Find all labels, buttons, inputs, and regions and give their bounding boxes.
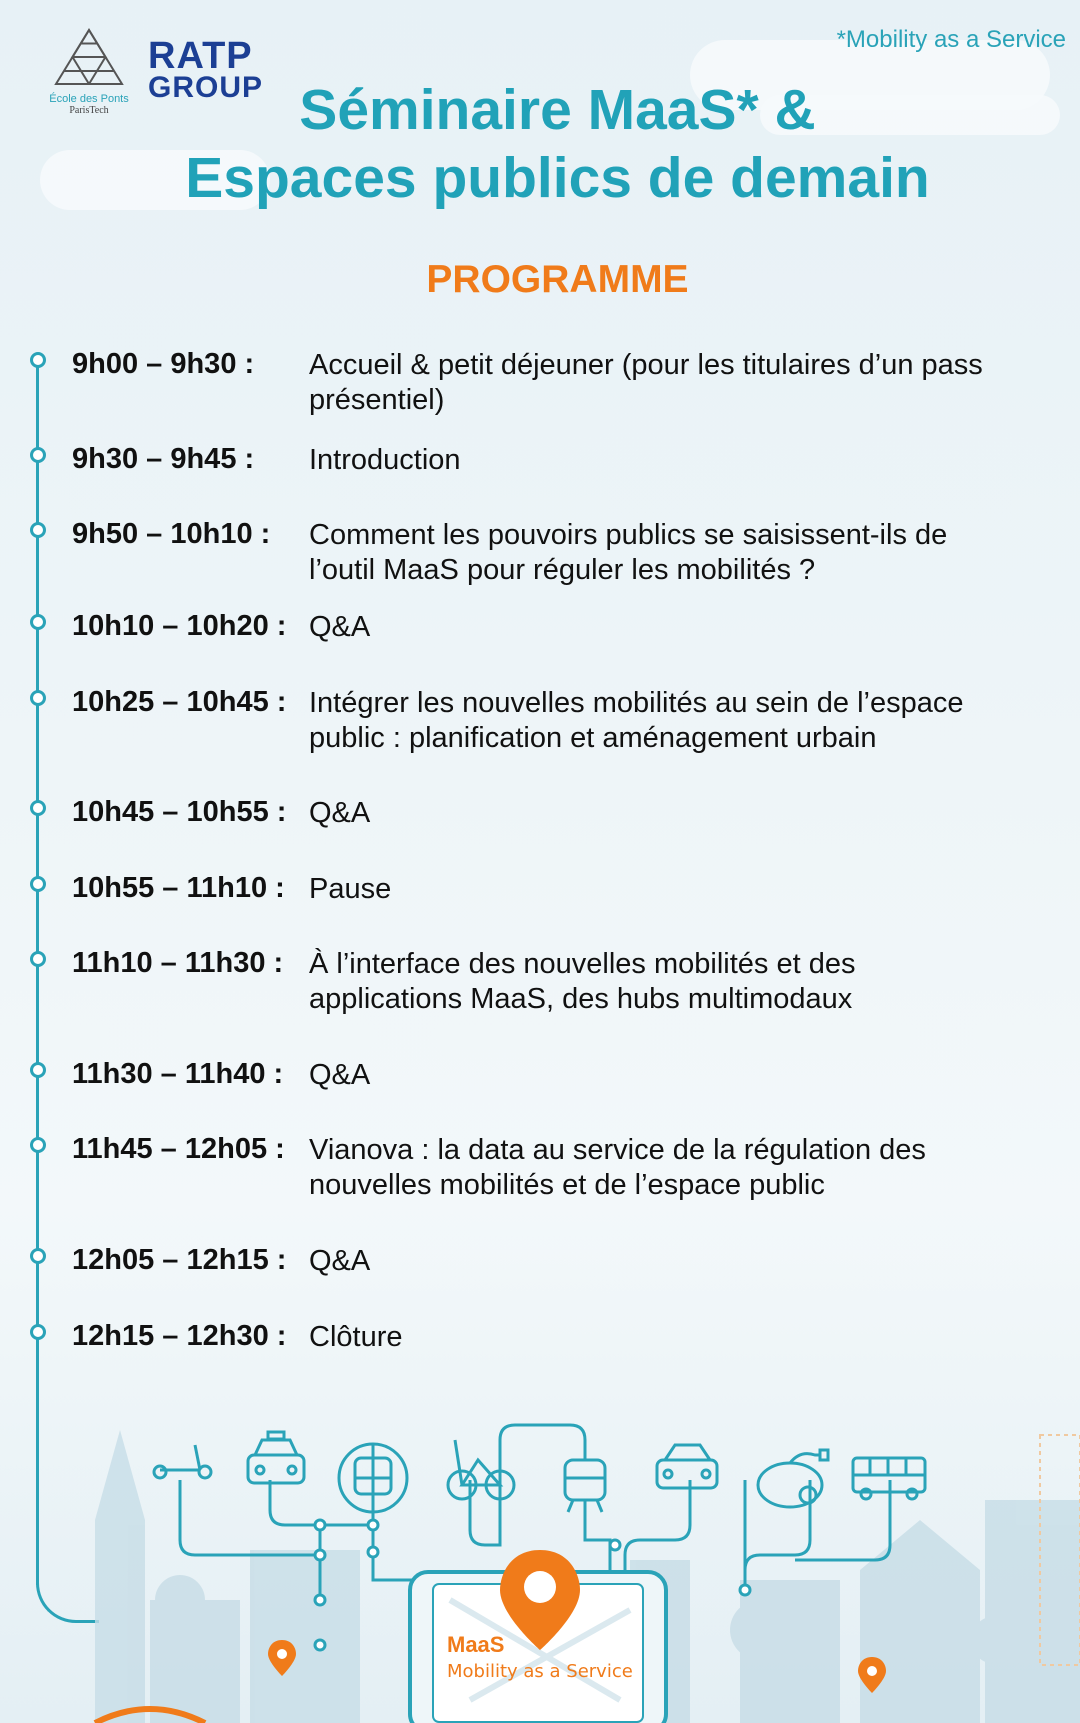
ecole-sub: ParisTech [69, 105, 109, 116]
schedule-time: 11h45 – 12h05 : [72, 1133, 285, 1165]
footnote: *Mobility as a Service [836, 26, 1066, 53]
schedule-desc: Pause [309, 873, 392, 905]
ratp-logo-line1: RATP [148, 35, 253, 77]
schedule-time: 9h00 – 9h30 : [72, 348, 255, 380]
schedule-time: 10h45 – 10h55 : [72, 796, 287, 828]
schedule-desc: Q&A [309, 1245, 371, 1277]
programme-heading: PROGRAMME [426, 258, 689, 301]
mobility-illustration [0, 1380, 1080, 1723]
schedule-desc: Introduction [309, 444, 461, 476]
timeline-dot-icon [30, 951, 46, 967]
schedule-desc: Accueil & petit déjeuner (pour les titulaires d’un pass présentiel) [309, 349, 983, 416]
timeline-dot-icon [30, 1324, 46, 1340]
bike-icon [448, 1440, 514, 1499]
schedule-time: 9h30 – 9h45 : [72, 443, 255, 475]
schedule-time: 12h15 – 12h30 : [72, 1320, 287, 1352]
schedule-time: 9h50 – 10h10 : [72, 518, 271, 550]
timeline-dot-icon [30, 690, 46, 706]
schedule-desc: À l’interface des nouvelles mobilités et des applications MaaS, des hubs multimodaux [309, 948, 856, 1015]
schedule-time: 11h10 – 11h30 : [72, 947, 284, 979]
schedule-desc: Q&A [309, 797, 371, 829]
timeline-dot-icon [30, 1248, 46, 1264]
schedule-time: 10h25 – 10h45 : [72, 686, 287, 718]
timeline-dot-icon [30, 1137, 46, 1153]
scooter-icon [154, 1445, 211, 1478]
page-title-line1: Séminaire MaaS* & [299, 78, 816, 142]
schedule-desc: Intégrer les nouvelles mobilités au sein de l’espace public : planification et aménagement urbain [309, 687, 964, 754]
taxi-icon [248, 1432, 304, 1483]
timeline-dot-icon [30, 1062, 46, 1078]
schedule-desc: Q&A [309, 611, 371, 643]
timeline-dot-icon [30, 800, 46, 816]
schedule-desc: Vianova : la data au service de la régulation des nouvelles mobilités et de l’espace public [309, 1134, 926, 1201]
timeline-dot-icon [30, 447, 46, 463]
schedule-desc: Q&A [309, 1059, 371, 1091]
schedule-time: 10h10 – 10h20 : [72, 610, 287, 642]
page-title-line2: Espaces publics de demain [185, 146, 930, 210]
timeline-dot-icon [30, 876, 46, 892]
timeline-dot-icon [30, 352, 46, 368]
electric-car-icon [758, 1450, 828, 1507]
schedule-time: 10h55 – 11h10 : [72, 872, 285, 904]
car-icon [657, 1445, 717, 1488]
timeline-dot-icon [30, 614, 46, 630]
schedule-desc: Clôture [309, 1321, 403, 1353]
ratp-logo-line2: GROUP [148, 71, 264, 105]
app-label-mobility: Mobility as a Service [447, 1661, 633, 1682]
schedule-desc: Comment les pouvoirs publics se saisissent-ils de l’outil MaaS pour réguler les mobilités ? [309, 519, 948, 586]
bus-icon [853, 1458, 925, 1499]
app-label-maas: MaaS [447, 1632, 505, 1657]
timeline-dot-icon [30, 522, 46, 538]
schedule-time: 12h05 – 12h15 : [72, 1244, 287, 1276]
schedule-time: 11h30 – 11h40 : [72, 1058, 284, 1090]
ecole-name: École des Ponts [49, 93, 129, 105]
